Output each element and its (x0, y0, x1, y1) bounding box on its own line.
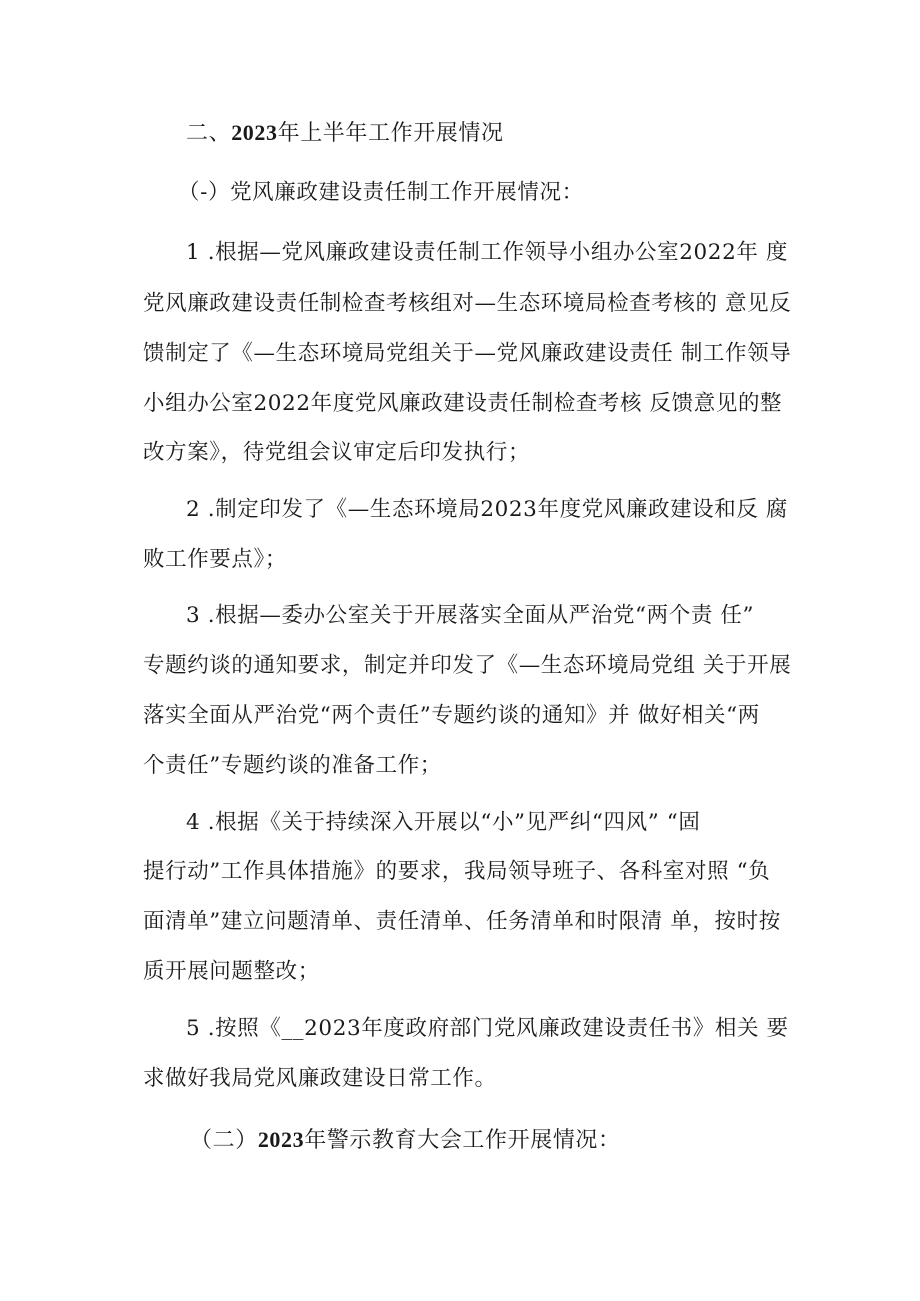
paragraph-3-line-3: 落实全面从严治党“两个责任”专题约谈的通知》并 做好相关“两 (143, 703, 760, 728)
paragraph-5-line-2: 求做好我局党风廉政建设日常工作。 (143, 1066, 497, 1091)
section-heading (186, 120, 504, 147)
paragraph-1-line-2: 党风廉政建设责任制检查考核组对—生态环境局检查考核的 意见反 (143, 291, 792, 316)
paragraph-3-line-2: 专题约谈的通知要求，制定并印发了《—生态环境局党组 关于开展 (143, 653, 792, 678)
paragraph-1-line-3: 馈制定了《—生态环境局党组关于—党风廉政建设责任 制工作领导 (143, 341, 792, 366)
paragraph-4-line-2: 提行动”工作具体措施》的要求，我局领导班子、各科室对照 “负 (143, 859, 771, 884)
paragraph-4-line-4: 质开展问题整改； (143, 959, 320, 984)
paragraph-2-line-2: 败工作要点》； (143, 547, 287, 572)
subsection-2-suffix: 年警示教育大会工作开展情况： (304, 1128, 621, 1153)
paragraph-4-line-3: 面清单”建立问题清单、责任清单、任务清单和时限清 单，按时按 (143, 909, 781, 934)
paragraph-4-line-1: 4 .根据《关于持续深入开展以“小”见严纠“四风” “固 (186, 810, 701, 835)
heading-suffix: 年上半年工作开展情况 (277, 121, 504, 146)
subsection-2-prefix: （二） (190, 1128, 258, 1153)
subsection-title-1: （-）党风廉政建设责任制工作开展情况： (178, 180, 584, 205)
subsection-2-year: 2023 (257, 1127, 305, 1152)
paragraph-1-line-5: 改方案》，待党组会议审定后印发执行； (143, 440, 531, 465)
heading-year: 2023 (231, 120, 278, 145)
paragraph-3-line-1: 3 .根据—委办公室关于开展落实全面从严治党“两个责 任” (186, 603, 755, 628)
paragraph-1-line-1: 1 .根据—党风廉政建设责任制工作领导小组办公室2022年 度 (186, 240, 788, 265)
paragraph-2-line-1: 2 .制定印发了《—生态环境局2023年度党风廉政建设和反 腐 (186, 497, 788, 522)
subsection-title-2 (190, 1127, 621, 1154)
heading-prefix: 二、 (186, 121, 232, 146)
paragraph-5-line-1: 5 .按照《__2023年度政府部门党风廉政建设责任书》相关 要 (186, 1016, 789, 1041)
paragraph-1-line-4: 小组办公室2022年度党风廉政建设责任制检查考核 反馈意见的整 (143, 391, 783, 416)
paragraph-3-line-4: 个责任”专题约谈的准备工作； (143, 753, 442, 778)
